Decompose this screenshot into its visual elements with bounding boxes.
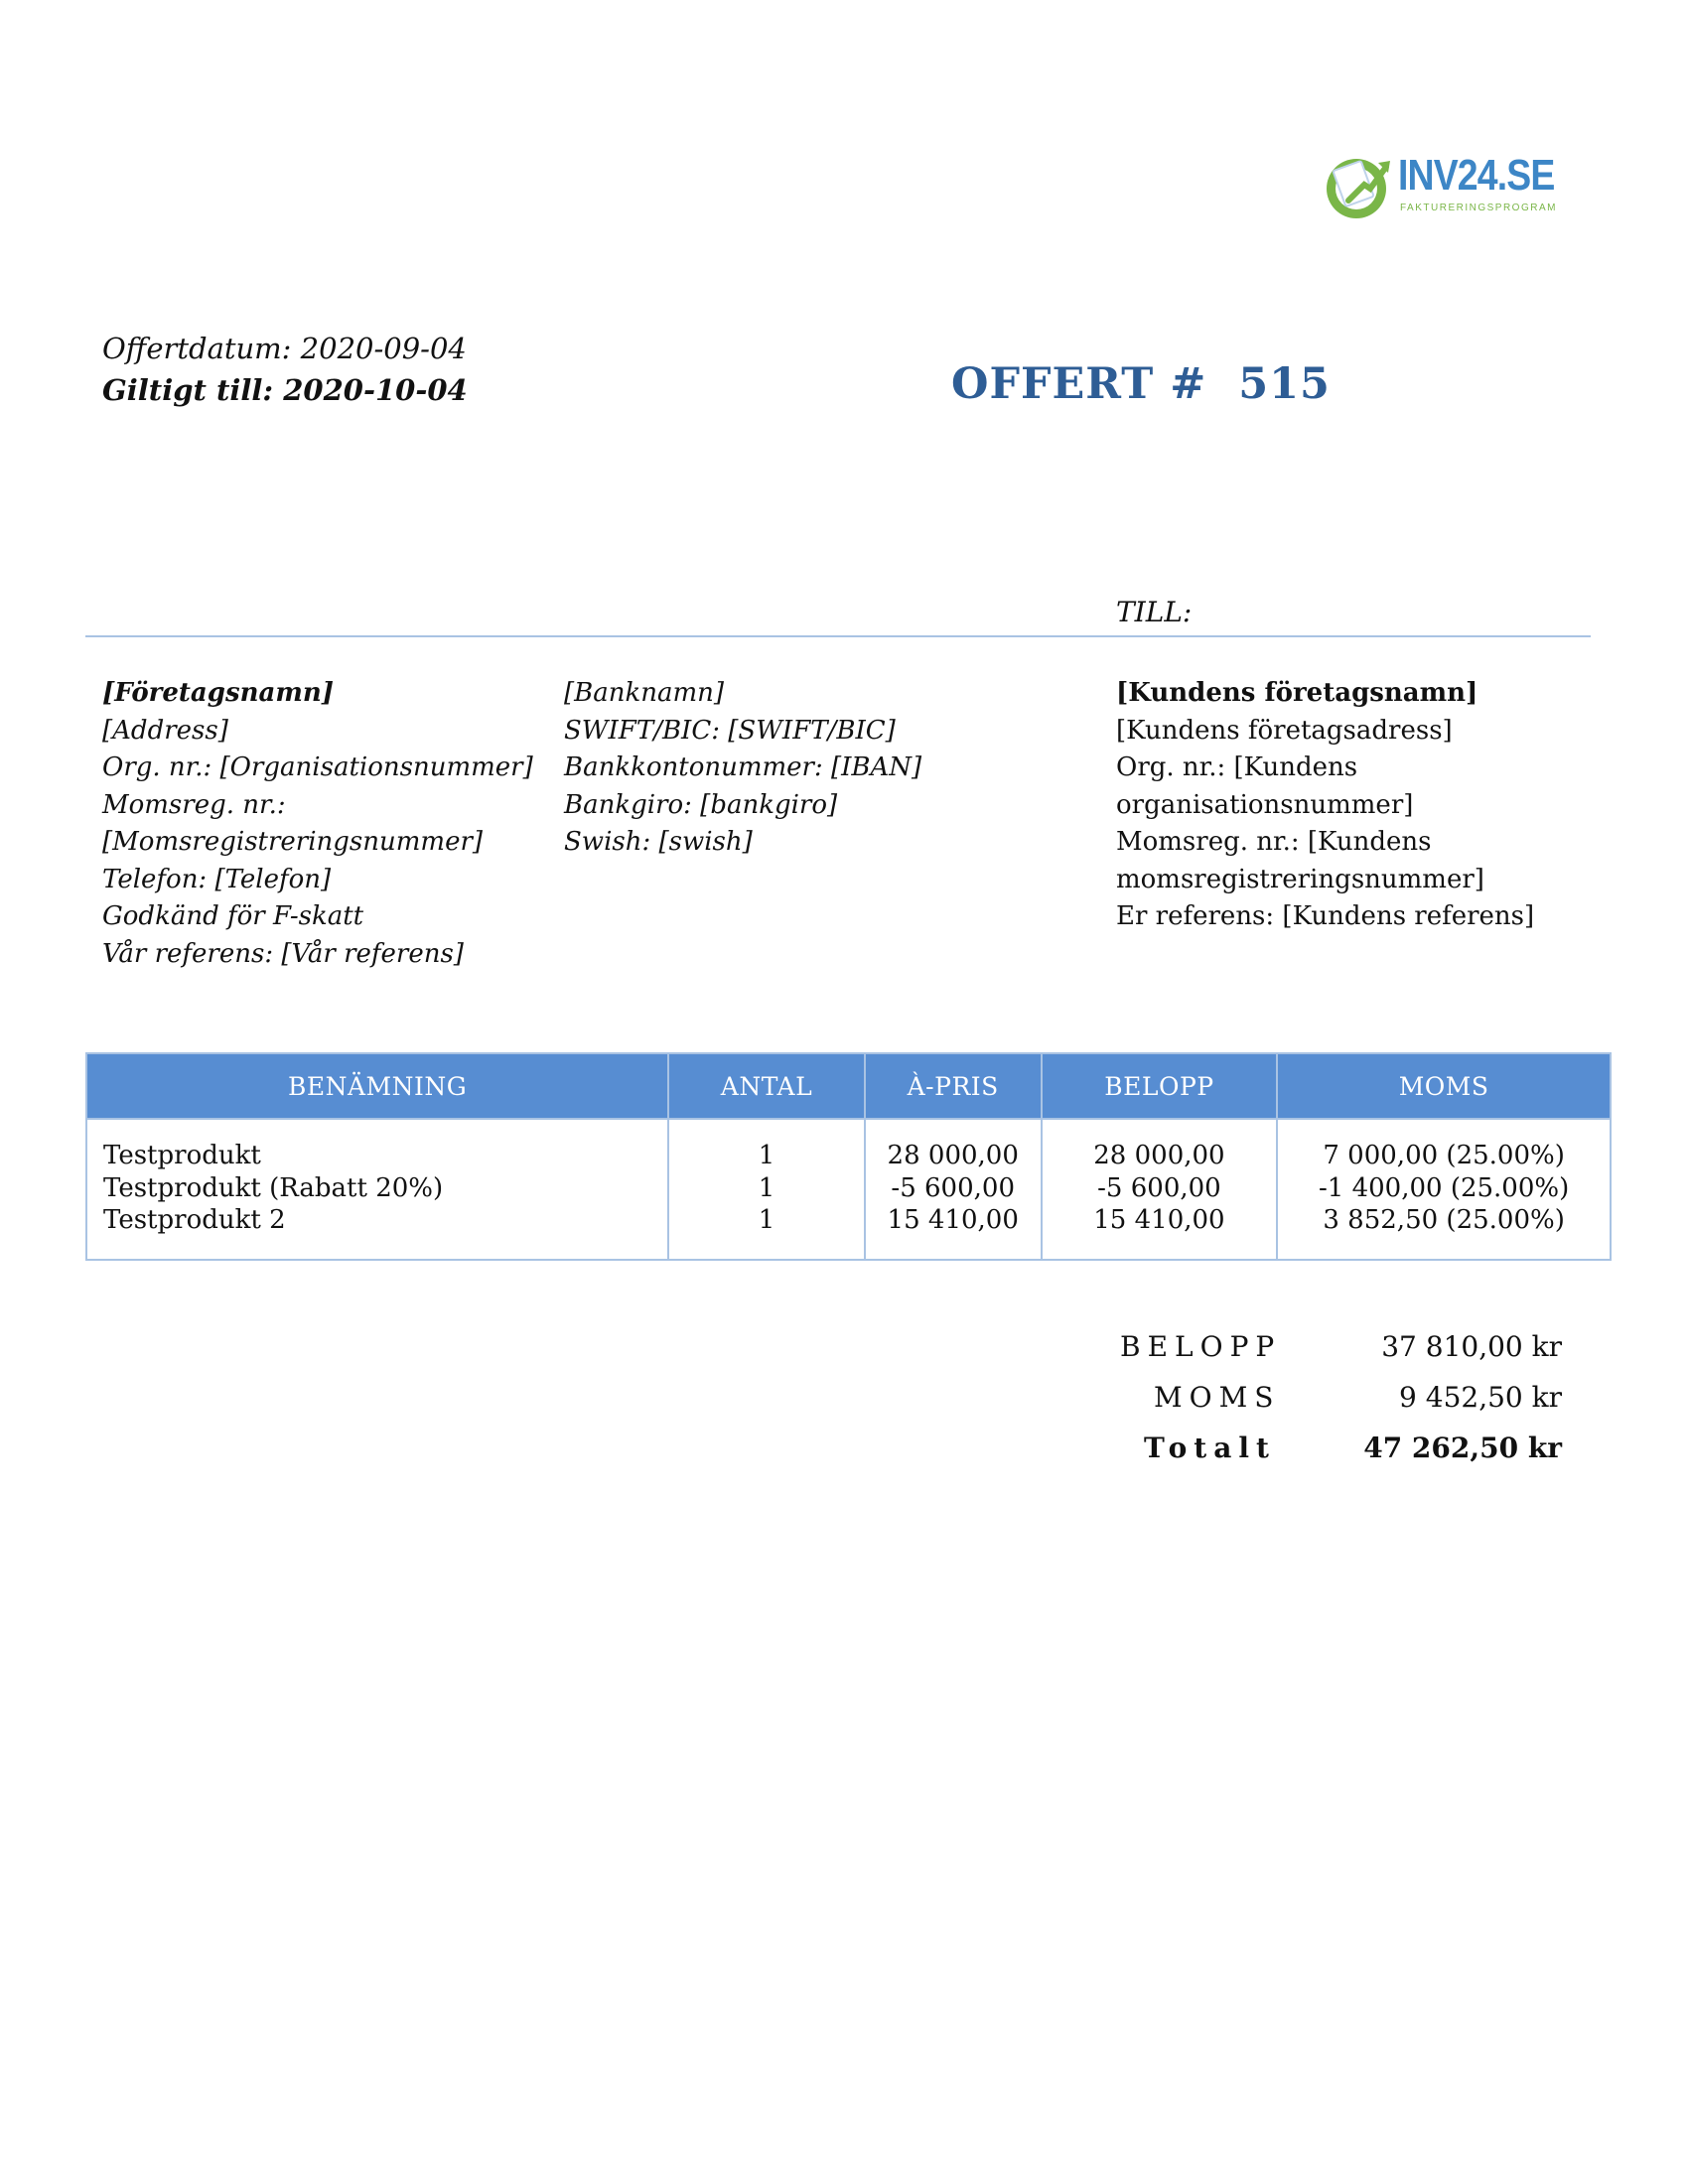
item-description: Testprodukt xyxy=(103,1141,261,1170)
table-row xyxy=(86,1119,1611,1260)
seller-ftax: Godkänd för F-skatt xyxy=(102,901,364,931)
seller-details xyxy=(102,675,533,973)
bank-bankgiro: Bankgiro: [bankgiro] xyxy=(564,789,838,820)
quantity-cell xyxy=(668,1119,865,1260)
totals-vat-label: MOMS xyxy=(1154,1381,1281,1414)
column-header-amount: BELOPP xyxy=(1042,1053,1278,1119)
seller-company: [Företagsnamn] xyxy=(102,678,335,708)
item-amount: 28 000,00 xyxy=(1093,1141,1225,1170)
seller-address: [Address] xyxy=(102,715,228,746)
buyer-vat-line2: momsregistreringsnummer] xyxy=(1116,864,1484,894)
totals-vat-value: 9 452,50 kr xyxy=(1399,1381,1562,1414)
totals-total-value: 47 262,50 kr xyxy=(1363,1432,1562,1464)
bank-swift: SWIFT/BIC: [SWIFT/BIC] xyxy=(564,715,896,746)
items-table xyxy=(85,1052,1612,1261)
column-header-unit-price: À-PRIS xyxy=(865,1053,1042,1119)
buyer-org-line1: Org. nr.: [Kundens xyxy=(1116,752,1358,782)
bank-details xyxy=(564,675,921,862)
seller-reference: Vår referens: [Vår referens] xyxy=(102,938,464,969)
seller-vat-label: Momsreg. nr.: xyxy=(102,789,286,820)
item-unit-price: 15 410,00 xyxy=(887,1205,1019,1235)
buyer-vat-line1: Momsreg. nr.: [Kundens xyxy=(1116,827,1432,857)
column-header-quantity: ANTAL xyxy=(668,1053,865,1119)
totals-amount-label: BELOPP xyxy=(1120,1330,1282,1363)
buyer-details xyxy=(1116,675,1534,936)
bank-account: Bankkontonummer: [IBAN] xyxy=(564,752,922,782)
valid-until: Giltigt till: 2020-10-04 xyxy=(102,373,468,407)
totals-amount-value: 37 810,00 kr xyxy=(1381,1330,1562,1363)
column-header-vat: MOMS xyxy=(1277,1053,1611,1119)
logo-name: INV24.SE xyxy=(1398,151,1555,200)
company-logo xyxy=(1321,149,1559,228)
totals-total-label: Totalt xyxy=(1144,1432,1276,1464)
item-quantity: 1 xyxy=(758,1205,775,1235)
item-quantity: 1 xyxy=(758,1172,775,1203)
seller-phone: Telefon: [Telefon] xyxy=(102,864,332,894)
item-description: Testprodukt (Rabatt 20%) xyxy=(103,1172,444,1203)
offer-date: Offertdatum: 2020-09-04 xyxy=(102,332,467,365)
bank-name: [Banknamn] xyxy=(564,678,725,708)
till-label: TILL: xyxy=(1116,596,1193,628)
seller-org: Org. nr.: [Organisationsnummer] xyxy=(102,752,533,782)
item-amount: 15 410,00 xyxy=(1093,1205,1225,1235)
seller-vat-value: [Momsregistreringsnummer] xyxy=(102,827,484,857)
vat-cell xyxy=(1277,1119,1611,1260)
item-vat: -1 400,00 (25.00%) xyxy=(1318,1172,1570,1203)
divider xyxy=(85,635,1591,637)
amount-cell xyxy=(1042,1119,1278,1260)
buyer-org-line2: organisationsnummer] xyxy=(1116,789,1414,820)
column-header-description: BENÄMNING xyxy=(86,1053,668,1119)
description-cell xyxy=(86,1119,668,1260)
item-quantity: 1 xyxy=(758,1141,775,1170)
buyer-reference: Er referens: [Kundens referens] xyxy=(1116,901,1535,931)
unit-price-cell xyxy=(865,1119,1042,1260)
item-unit-price: -5 600,00 xyxy=(891,1172,1015,1203)
item-vat: 7 000,00 (25.00%) xyxy=(1323,1141,1565,1170)
page-title: OFFERT # 515 xyxy=(951,359,1331,409)
buyer-address: [Kundens företagsadress] xyxy=(1116,715,1453,746)
item-description: Testprodukt 2 xyxy=(103,1205,286,1235)
logo-tagline: FAKTURERINGSPROGRAM xyxy=(1400,203,1557,213)
bank-swish: Swish: [swish] xyxy=(564,827,753,857)
offer-dates xyxy=(102,328,468,411)
item-amount: -5 600,00 xyxy=(1097,1172,1221,1203)
item-unit-price: 28 000,00 xyxy=(887,1141,1019,1170)
logo-emblem-icon xyxy=(1321,149,1396,224)
buyer-company: [Kundens företagsnamn] xyxy=(1116,678,1478,708)
item-vat: 3 852,50 (25.00%) xyxy=(1323,1205,1565,1235)
